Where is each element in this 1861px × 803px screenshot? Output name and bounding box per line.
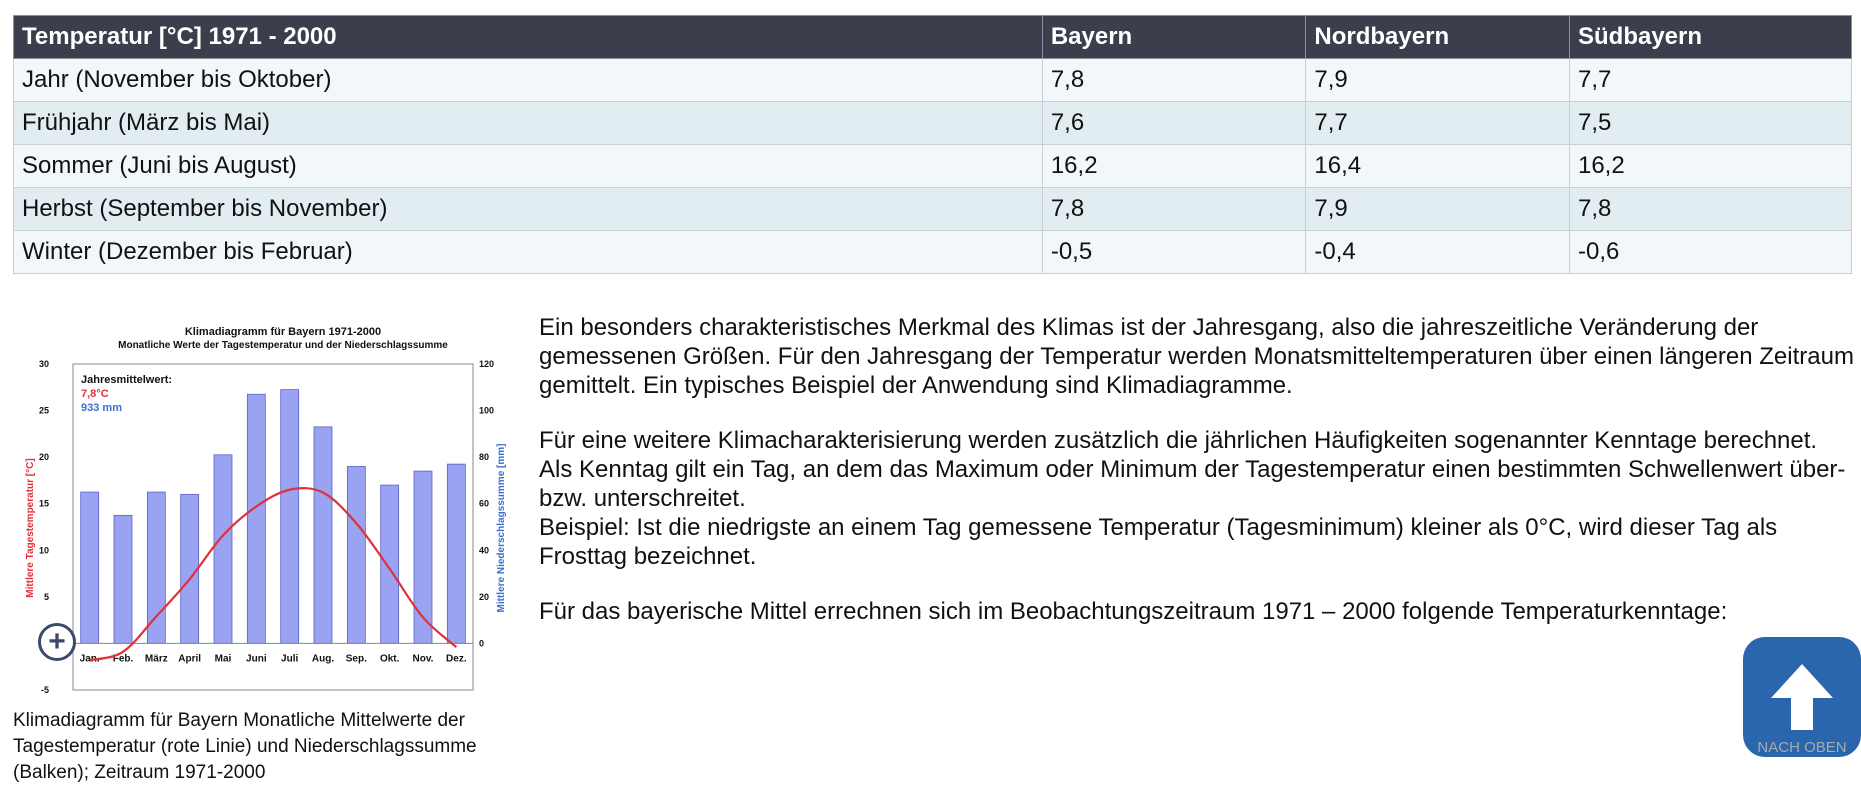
precipitation-bar — [114, 515, 132, 643]
table-cell: 7,5 — [1569, 102, 1851, 145]
table-cell: Sommer (Juni bis August) — [14, 145, 1043, 188]
right-tick-label: 80 — [479, 452, 490, 463]
clipped-text-line — [14, 0, 1854, 5]
climate-figure — [13, 318, 513, 786]
table-cell: -0,6 — [1569, 231, 1851, 274]
article-text — [539, 313, 1854, 652]
right-tick-label: 100 — [479, 405, 495, 416]
table-cell: 7,7 — [1306, 102, 1570, 145]
x-tick-label: Dez. — [446, 653, 467, 665]
table-cell: 7,9 — [1306, 59, 1570, 102]
temperature-table — [13, 15, 1852, 274]
table-cell: Jahr (November bis Oktober) — [14, 59, 1043, 102]
right-tick-label: 60 — [479, 498, 490, 509]
table-cell: 7,8 — [1569, 188, 1851, 231]
paragraph: Ein besonders charakteristisches Merkmal des Klimas ist der Jahresgang, also die jahreszeitliche Veränderung der gemessenen Größen. Für den Jahresgang der Temperatur werden Monatsmitteltemperaturen über einen längeren Zeitraum gemittelt. Ein typisches Beispiel der Anwendung sind Klimadiagramme. — [539, 314, 1854, 399]
x-tick-label: Okt. — [379, 653, 400, 665]
table-header: Temperatur [°C] 1971 - 2000 — [14, 16, 1043, 59]
precipitation-bar — [447, 464, 465, 643]
annotation-label: Jahresmittelwert: — [81, 374, 173, 386]
table-header: Südbayern — [1569, 16, 1851, 59]
table-row — [14, 102, 1852, 145]
right-tick-label: 20 — [479, 591, 490, 602]
right-axis-label: Mittlere Niederschlagssumme [mm] — [496, 443, 507, 613]
right-axis-ticks — [479, 359, 494, 648]
zoom-icon[interactable]: + — [38, 623, 76, 661]
table-header-row — [14, 16, 1852, 59]
left-tick-label: 30 — [38, 359, 49, 369]
precipitation-bar — [247, 394, 265, 643]
left-axis-label: Mittlere Tagestemperatur [°C] — [25, 458, 36, 598]
table-cell: 7,6 — [1042, 102, 1306, 145]
precipitation-bar — [347, 466, 365, 643]
precipitation-bar — [147, 492, 165, 643]
left-tick-label: -5 — [40, 685, 49, 695]
right-tick-label: 120 — [479, 359, 495, 369]
paragraph: Für eine weitere Klimacharakterisierung werden zusätzlich die jährlichen Häufigkeiten sogenannter Kenntage berechnet. Als Kenntag gilt ein Tag, an dem das Maximum oder Minimum der Tagestemperatur einen bestimmten Schwellenwert über- bzw. unterschreitet. — [539, 427, 1846, 512]
precipitation-bar — [314, 427, 332, 644]
table-row — [14, 145, 1852, 188]
x-tick-label: Aug. — [311, 653, 335, 665]
climate-chart-svg — [13, 318, 507, 698]
back-to-top-label[interactable]: NACH OBEN — [1757, 739, 1847, 756]
x-tick-label: Feb. — [112, 653, 134, 665]
x-tick-label: Sep. — [345, 653, 367, 665]
table-cell: Frühjahr (März bis Mai) — [14, 102, 1043, 145]
table-cell: -0,5 — [1042, 231, 1306, 274]
table-cell: 7,8 — [1042, 59, 1306, 102]
table-header: Bayern — [1042, 16, 1306, 59]
plot-area — [73, 364, 473, 690]
table-cell: 16,2 — [1569, 145, 1851, 188]
x-tick-label: Jan. — [79, 653, 100, 665]
left-tick-label: 5 — [43, 591, 49, 602]
table-cell: Herbst (September bis November) — [14, 188, 1043, 231]
annotation-temp: 7,8°C — [81, 388, 109, 400]
x-tick-label: Juni — [246, 653, 267, 665]
x-tick-label: März — [144, 653, 168, 665]
precipitation-bar — [281, 390, 299, 644]
table-cell: 16,4 — [1306, 145, 1570, 188]
table-row — [14, 59, 1852, 102]
table-row — [14, 188, 1852, 231]
paragraph: Beispiel: Ist die niedrigste an einem Tag gemessene Temperatur (Tagesminimum) kleiner als 0°C, wird dieser Tag als Frosttag bezeichnet. — [539, 514, 1778, 570]
table-cell: 7,8 — [1042, 188, 1306, 231]
precipitation-bar — [214, 455, 232, 644]
x-tick-label: Juli — [281, 653, 299, 665]
precipitation-bar — [181, 494, 199, 643]
left-tick-label: 15 — [38, 498, 49, 509]
annotation-precip: 933 mm — [81, 402, 122, 414]
table-cell: -0,4 — [1306, 231, 1570, 274]
figure-caption: Klimadiagramm für Bayern Monatliche Mittelwerte der Tagestemperatur (rote Linie) und Niederschlagssumme (Balken); Zeitraum 1971-2000 — [13, 710, 477, 783]
table-cell: 7,7 — [1569, 59, 1851, 102]
precipitation-bar — [81, 492, 99, 643]
x-tick-label: Nov. — [412, 653, 434, 665]
table-row — [14, 231, 1852, 274]
table-cell: 16,2 — [1042, 145, 1306, 188]
table-cell: Winter (Dezember bis Februar) — [14, 231, 1043, 274]
left-tick-label: 25 — [38, 405, 49, 416]
chart-title: Klimadiagramm für Bayern 1971-2000 — [184, 326, 382, 338]
table-cell: 7,9 — [1306, 188, 1570, 231]
paragraph: Für das bayerische Mittel errechnen sich im Beobachtungszeitraum 1971 – 2000 folgende Temperaturkenntage: — [539, 598, 1728, 625]
x-tick-label: April — [178, 653, 202, 665]
x-tick-label: Mai — [214, 653, 232, 665]
climate-chart[interactable] — [13, 318, 507, 698]
right-tick-label: 0 — [479, 638, 485, 649]
left-tick-label: 10 — [38, 545, 49, 556]
right-tick-label: 40 — [479, 545, 490, 556]
arrow-up-icon — [1767, 660, 1837, 734]
left-tick-label: 20 — [38, 452, 49, 463]
chart-subtitle: Monatliche Werte der Tagestemperatur und der Niederschlagssumme — [118, 340, 448, 351]
table-header: Nordbayern — [1306, 16, 1570, 59]
precipitation-bar — [381, 485, 399, 643]
